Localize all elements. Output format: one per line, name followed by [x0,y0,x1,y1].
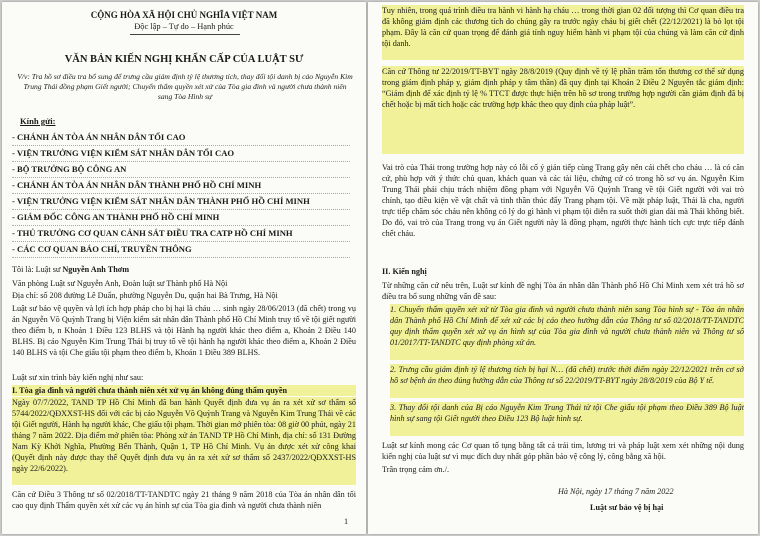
role-paragraph: Vai trò của Thái trong trường hợp này có lỗi cố ý gián tiếp cùng Trang gây nên cái chết cho cháu … là có căn cứ, phù hợp với ý thức chủ quan, khách quan và các tài liệu, chứng cứ có trong hồ sơ vụ án. Nguyễn Kim Trung Thái phải chịu trách nhiệm đồng phạm với Nguyễn Võ Quỳnh Trang về tội Giết người với vai trò chính, tạo điều kiện về vật chất và tinh thần thúc đẩy Trang phạm tội. Về mặt pháp luật, Thái là cha, người trực tiếp chăm sóc cháu nên không có lý do gì hành vi phạm tội diễn ra suốt thời gian dài mà Thái không biết. Do đó, vai trò của Trang trong vụ án Giết người này là đồng phạm, người thực hành tích cực trực tiếp đánh chết cháu. [382,163,744,238]
thanks-line: Trân trọng cảm ơn./. [382,465,450,474]
addressee-item: - CÁC CƠ QUAN BÁO CHÍ, TRUYỀN THÔNG [12,242,350,258]
addressee-item: - BỘ TRƯỞNG BỘ CÔNG AN [12,162,350,178]
page-number: 1 [344,517,349,526]
section-2-title: II. Kiến nghị [382,267,427,276]
recommendation-item: 1. Chuyển thẩm quyền xét xử từ Tòa gia đình và người chưa thành niên sang Tòa hình sự - Tòa án nhân dân Thành phố Hồ Chí Minh để xét xử các bị cáo theo hướng dẫn của Thông tư số 02/2018/TT-TANDTC quy định thẩm quyền xét xử vụ án hình sự của Tòa gia đình và người chưa thành niên và Thông tư số 01/2017/TT-TANDTC quy định phòng xử án. [390,304,744,360]
intro-paragraph: Luật sư bảo vệ quyền và lợi ích hợp pháp cho bị hại là cháu … sinh ngày 28/06/2013 (đã chết) trong vụ án Nguyễn Võ Quỳnh Trang bị Viện kiểm sát nhân dân Thành phố Hồ Chí Minh truy tố về tội giết người theo điểm b, n Khoản 1 Điều 123 BLHS và tội Hành hạ người khác theo điểm a, Khoản 2 Điều 140 BLHS. Bị cáo Nguyễn Kim Trung Thái bị truy tố về tội hành hạ người khác theo điểm a, Khoản 2 Điều 140 BLHS và tội Che giấu tội phạm theo điểm b, Khoản 1 Điều 389 BLHS. [12,304,356,357]
addressee-list [12,130,350,258]
circular-paragraph: Căn cứ Thông tư 22/2019/TT-BYT ngày 28/8/2019 (Quy định về tỷ lệ phần trăm tổn thương cơ thể sử dụng trong giám định pháp y, giám định pháp y tâm thần) đã quy định tại Khoản 2 Điều 2 Nguyên tắc giám định: “Giám định để xác định tỷ lệ % TTCT được thực hiện trên hồ sơ trong trường hợp người cần giám định đã bị chết hoặc bị mất tích hoặc các trường hợp khác theo quy định của pháp luật”. [382,66,744,154]
national-title: CỘNG HÒA XÃ HỘI CHỦ NGHĨA VIỆT NAM [90,10,278,20]
letter-page-1 [2,2,366,534]
address-line: Địa chỉ: số 208 đường Lê Duẩn, phường Nguyễn Du, quận hai Bà Trưng, Hà Nội [12,291,278,300]
addressee-item: - VIỆN TRƯỞNG VIỆN KIỂM SÁT NHÂN DÂN TỐI CAO [12,146,350,162]
section-1-body-cont: Căn cứ Điều 3 Thông tư số 02/2018/TT-TANDTC ngày 21 tháng 9 năm 2018 của Tòa án nhân dân tối cao quy định Thẩm quyền xét xử các vụ án hình sự của Tòa gia đình và người chưa thành niên [12,490,356,510]
lawyer-name: Nguyễn Anh Thơm [62,265,130,274]
addressee-item: - GIÁM ĐỐC CÔNG AN THÀNH PHỐ HỒ CHÍ MINH [12,210,350,226]
addressee-item: - THỦ TRƯỞNG CƠ QUAN CẢNH SÁT ĐIỀU TRA CATP HỒ CHÍ MINH [12,226,350,242]
addressee-item: - VIỆN TRƯỞNG VIỆN KIỂM SÁT NHÂN DÂN THÀNH PHỐ HỒ CHÍ MINH [12,194,350,210]
section-2-intro: Từ những căn cứ nêu trên, Luật sư kính đề nghị Tòa án nhân dân Thành phố Hồ Chí Minh xem xét trả hồ sơ điều tra bổ sung những vấn đề sau: [382,281,744,301]
motto: Độc lập – Tự do – Hạnh phúc [134,22,234,31]
closing-paragraph: Luật sư kính mong các Cơ quan tố tụng bằng tất cả trái tim, lương tri và pháp luật xem xét những nội dung kiến nghị của luật sư vì mục đích duy nhất góp phần bảo vệ công lý, công bằng xã hội. [382,441,744,461]
addressee-label: Kính gửi: [20,116,56,126]
section-1-title: I. Tòa gia đình và người chưa thành niên xét xử vụ án không đúng thẩm quyền [12,385,356,396]
date-line: Hà Nội, ngày 17 tháng 7 năm 2022 [558,487,674,496]
recommendation-item: 2. Trưng cầu giám định tỷ lệ thương tích bị hại N… (đã chết) trước thời điểm ngày 22/12/2021 trên cơ sở hồ sơ bệnh án theo đúng hướng dẫn của Thông tư số 22/2019/TT-BYT ngày 28/8/2019 của Bộ Y tế. [390,364,744,398]
office-line: Văn phòng Luật sư Nguyễn Anh, Đoàn luật sư Thành phố Hà Nội [12,279,228,288]
signature-label: Luật sư bảo vệ bị hại [590,503,664,512]
addressee-item: - CHÁNH ÁN TÒA ÁN NHÂN DÂN THÀNH PHỐ HỒ CHÍ MINH [12,178,350,194]
section-1-body: Ngày 07/7/2022, TAND TP Hồ Chí Minh đã ban hành Quyết định đưa vụ án ra xét xử sơ thẩm số 5744/2022/QĐXXST-HS đối với các bị cáo Nguyễn Võ Quỳnh Trang và Nguyễn Kim Trung Thái về các tội Giết người, Hành hạ người khác, Che giấu tội phạm. Thời gian mở phiên tòa: 08 giờ 00 phút, ngày 21 tháng 7 năm 2022. Địa điểm mở phiên tòa: Phòng xử án TAND TP Hồ Chí Minh, địa chỉ: số 131 Đường Nam Kỳ Khởi Nghĩa, Phường Bến Thành, Quận 1, TP Hồ Chí Minh. Vụ án được xét xử công khai (Quyết định này được thay thế Quyết định đưa vụ án ra xét xử sơ thẩm số 2437/2022/QĐXXST-HS ngày 22/6/2022). [12,397,356,485]
title-divider [130,34,240,35]
recommendation-item: 3. Thay đổi tội danh của Bị cáo Nguyễn Kim Trung Thái từ tội Che giấu tội phạm theo Điều 389 Bộ luật hình sự sang tội Giết người theo Điều 123 Bộ luật hình sự. [390,402,744,436]
document-title: VĂN BẢN KIẾN NGHỊ KHẨN CẤP CỦA LUẬT SƯ [64,54,304,65]
letter-page-2 [368,2,758,534]
findings-paragraph: Tuy nhiên, trong quá trình điều tra hành vi hành hạ cháu … trong thời gian 02 đối tượng thì Cơ quan điều tra đã không giám định các thương tích do chúng gây ra trước ngày cháu bị giết chết (22/12/2021) là bỏ lọt tội phạm. Đây là căn cứ quan trọng để đánh giá tính nguy hiểm hành vi phạm tội của chúng và làm căn cứ định tội danh. [382,5,744,60]
subject-line: V/v: Tra hồ sơ điều tra bổ sung để trưng cầu giám định tỷ lệ thương tích, thay đổi tội danh bị cáo Nguyễn Kim Trung Thái đồng phạm Giết người; Chuyển thẩm quyền xét xử của Tòa gia đình và người chưa thành niên sang Tòa Hình sự [17,72,353,101]
request-line: Luật sư xin trình bày kiến nghị như sau: [12,373,144,382]
lawyer-intro: Tôi là: Luật sư Nguyễn Anh Thơm [12,265,130,274]
addressee-item: - CHÁNH ÁN TÒA ÁN NHÂN DÂN TỐI CAO [12,130,350,146]
